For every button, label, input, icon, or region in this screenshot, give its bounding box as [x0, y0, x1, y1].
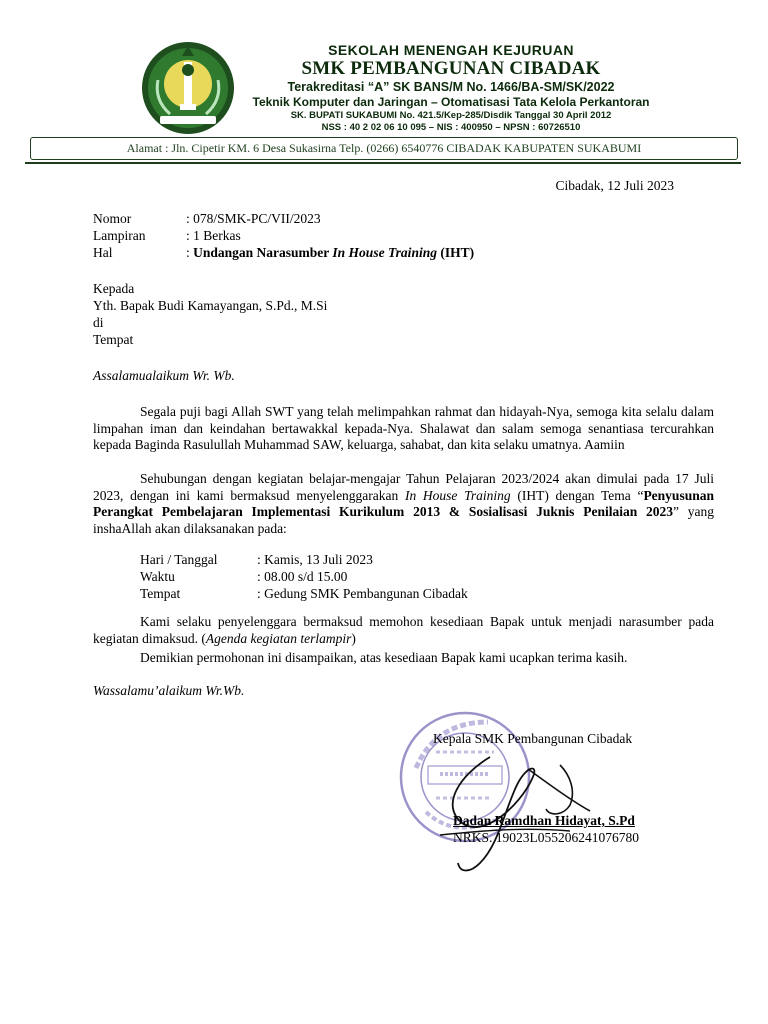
school-crest-icon — [140, 40, 236, 136]
recipient-line: Tempat — [93, 332, 134, 347]
signatory-name: Dadan Ramdhan Hidayat, S.Pd — [453, 813, 635, 828]
paragraph-invitation: Sehubungan dengan kegiatan belajar-mengajar Tahun Pelajaran 2023/2024 akan dimulai pada 17 Juli 2023, dengan ini kami bermaksud menyelenggarakan In House Training (IHT) dengan Tema “Penyusunan Perangkat Pembelajaran Implementasi Kurikulum 2013 & Sosialisasi Juknis Penilaian 2023” yang inshaAllah akan dilaksanakan pada: — [93, 471, 715, 536]
school-name: SMK PEMBANGUNAN CIBADAK — [301, 58, 601, 79]
signature-position: Kepala SMK Pembangunan Cibadak — [433, 731, 633, 746]
letter-date: Cibadak, 12 Juli 2023 — [555, 178, 674, 193]
programs: Teknik Komputer dan Jaringan – Otomatisasi Tata Kelola Perkantoran — [252, 95, 650, 109]
paragraph-request: Kami selaku penyelenggara bermaksud memohon kesediaan Bapak untuk menjadi narasumber pada kegiatan dimaksud. (Agenda kegiatan terlampir) — [93, 614, 714, 646]
meta-label-hal: Hal — [93, 245, 113, 260]
recipient-line: di — [93, 315, 104, 330]
header-divider — [25, 162, 741, 164]
decree: SK. BUPATI SUKABUMI No. 421.5/Kep-285/Disdik Tanggal 30 April 2012 — [290, 110, 612, 121]
schedule-label-time: Waktu — [140, 569, 175, 584]
meta-value-lampiran: : 1 Berkas — [186, 228, 241, 243]
accreditation: Terakreditasi “A” SK BANS/M No. 1466/BA-SM/SK/2022 — [287, 80, 615, 94]
school-type: SEKOLAH MENENGAH KEJURUAN — [328, 42, 574, 58]
meta-label-nomor: Nomor — [93, 211, 132, 226]
schedule-label-place: Tempat — [140, 586, 181, 601]
meta-value-hal: : Undangan Narasumber In House Training (IHT) — [186, 245, 475, 260]
greeting: Assalamualaikum Wr. Wb. — [93, 368, 235, 383]
recipient-line: Kepada — [93, 281, 135, 296]
signatory-nrks: NRKS. 19023L055206241076780 — [453, 830, 640, 845]
schedule-label-day: Hari / Tanggal — [140, 552, 218, 567]
handwritten-signature-icon — [400, 735, 600, 885]
school-ids: NSS : 40 2 02 06 10 095 – NIS : 400950 – NPSN : 60726510 — [321, 122, 581, 133]
paragraph-opening: Segala puji bagi Allah SWT yang telah melimpahkan rahmat dan hidayah-Nya, semoga kita selalu dalam limpahan iman dan keindahan bertawakkal kepada-Nya. Shalawat dan salam semoga senantiasa tercurahkan kepada Baginda Rasulullah Muhammad SAW, keluarga, sahabat, dan kita selaku umatnya. Aamiin — [93, 404, 714, 453]
paragraph-closing: Demikian permohonan ini disampaikan, atas kesediaan Bapak kami ucapkan terima kasih. — [140, 650, 628, 665]
schedule-value-time: : 08.00 s/d 15.00 — [257, 569, 348, 584]
closing-salutation: Wassalamu’alaikum Wr.Wb. — [93, 683, 245, 698]
recipient-name: Yth. Bapak Budi Kamayangan, S.Pd., M.Si — [93, 298, 328, 313]
schedule-value-day: : Kamis, 13 Juli 2023 — [257, 552, 373, 567]
address-bar: Alamat : Jln. Cipetir KM. 6 Desa Sukasirna Telp. (0266) 6540776 CIBADAK KABUPATEN SUKABUMI — [30, 137, 738, 160]
meta-value-nomor: : 078/SMK-PC/VII/2023 — [186, 211, 321, 226]
schedule-value-place: : Gedung SMK Pembangunan Cibadak — [257, 586, 468, 601]
meta-label-lampiran: Lampiran — [93, 228, 146, 243]
